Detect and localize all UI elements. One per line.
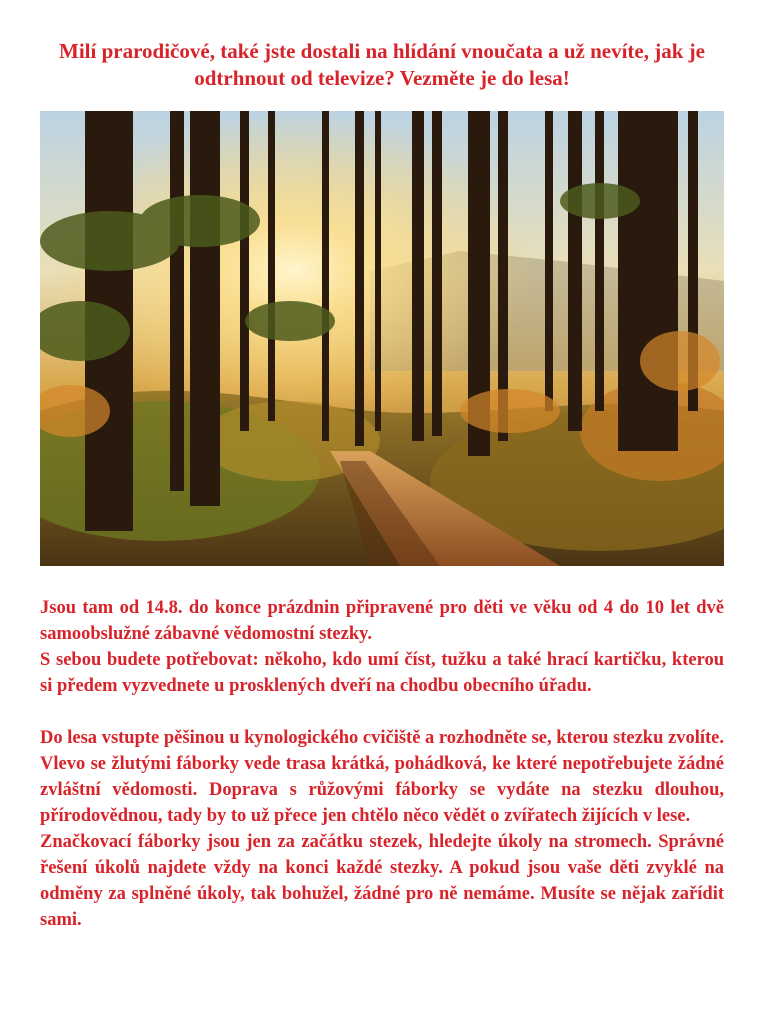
article-body	[40, 595, 724, 933]
page-title: Milí prarodičové, také jste dostali na hlídání vnoučata a už nevíte, jak je odtrhnout od televize? Vezměte je do lesa!	[59, 39, 705, 90]
paragraph-markers: Značkovací fáborky jsou jen za začátku stezek, hledejte úkoly na stromech. Správné řešení úkolů najdete vždy na konci každé stezky. A pokud jsou vaše děti zvyklé na odměny za splněné úkoly, tak bohužel, žádné pro ně nemáme. Musíte se nějak zařídit sami.	[40, 832, 724, 930]
forest-path-image	[40, 111, 724, 566]
paragraph-supplies: S sebou budete potřebovat: někoho, kdo umí číst, tužku a také hrací kartičku, kterou si předem vyzvednete u prosklených dveří na chodbu obecního úřadu.	[40, 650, 724, 696]
paragraph-trails: Do lesa vstupte pěšinou u kynologického cvičiště a rozhodněte se, kterou stezku zvolíte. Vlevo se žlutými fáborky vede trasa krátká, pohádková, ke které nepotřebujete žádné zvláštní vědomosti. Doprava s růžovými fáborky se vydáte na stezku dlouhou, přírodovědnou, tady by to už přece jen chtělo něco vědět o zvířatech žijících v lese.	[40, 728, 724, 826]
paragraph-gap	[40, 699, 724, 725]
paragraph-intro: Jsou tam od 14.8. do konce prázdnin připravené pro děti ve věku od 4 do 10 let dvě samoobslužné zábavné vědomostní stezky.	[40, 598, 724, 644]
forest-photo	[40, 111, 724, 566]
